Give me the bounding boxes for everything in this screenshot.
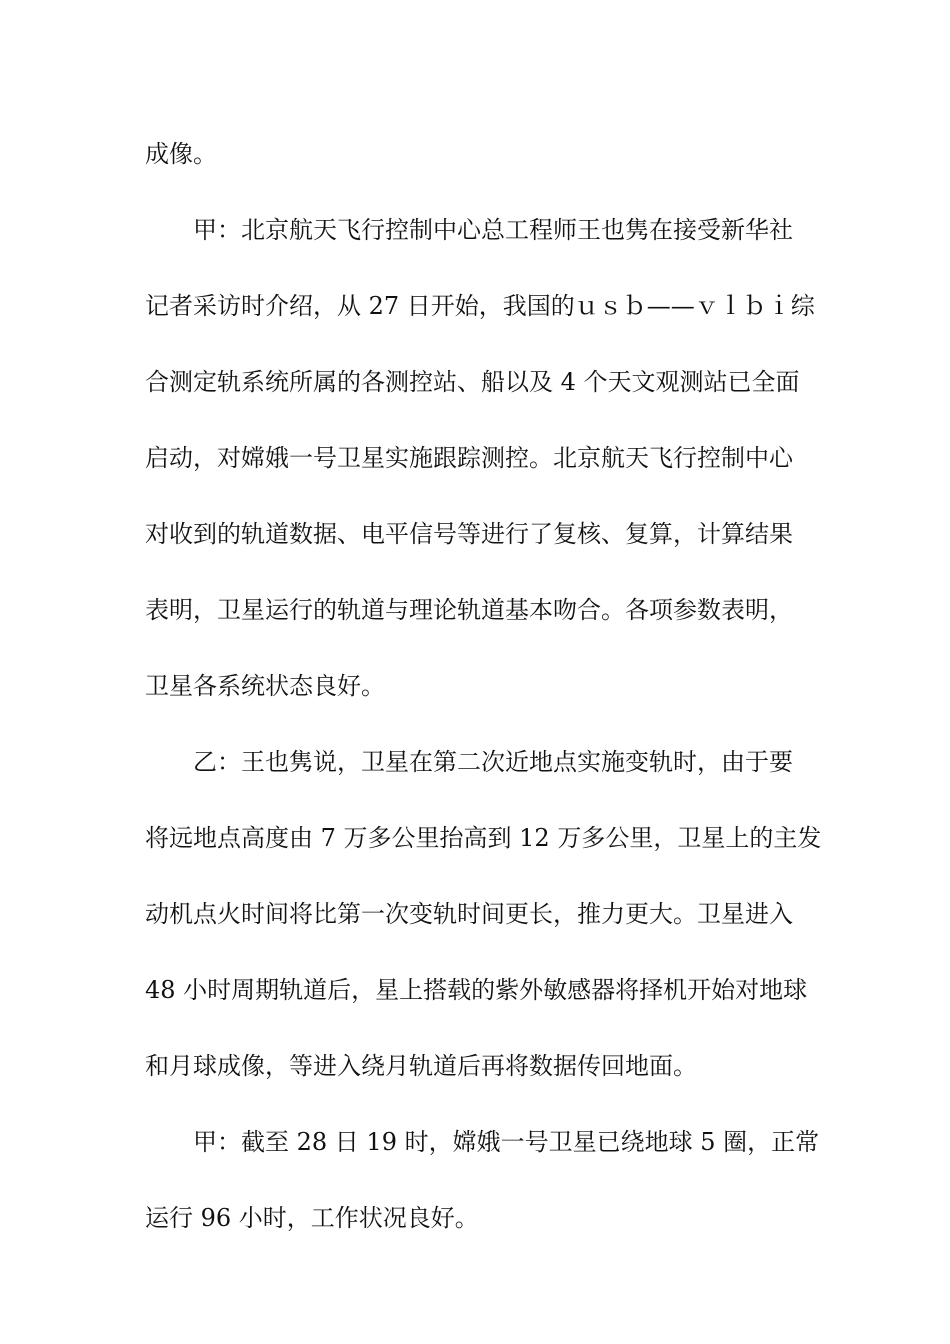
document-body <box>145 128 822 1268</box>
paragraph-first-line: 甲：北京航天飞行控制中心总工程师王也隽在接受新华社 <box>193 216 793 244</box>
text-line: 和月球成像，等进入绕月轨道后再将数据传回地面。 <box>145 1052 697 1080</box>
paragraph-first-line: 甲：截至 28 日 19 时，嫦娥一号卫星已绕地球 5 圈，正常 <box>193 1128 820 1156</box>
text-line: 卫星各系统状态良好。 <box>145 672 385 700</box>
text-line: 合测定轨系统所属的各测控站、船以及 4 个天文观测站已全面 <box>145 368 800 396</box>
text-line: 启动，对嫦娥一号卫星实施跟踪测控。北京航天飞行控制中心 <box>145 444 793 472</box>
text-line: 运行 96 小时，工作状况良好。 <box>145 1204 479 1232</box>
text-line: 记者采访时介绍，从 27 日开始，我国的ｕｓｂ——ｖｌｂｉ综 <box>145 292 815 320</box>
text-line: 表明，卫星运行的轨道与理论轨道基本吻合。各项参数表明， <box>145 596 793 624</box>
paragraph-first-line: 乙：王也隽说，卫星在第二次近地点实施变轨时，由于要 <box>193 748 793 776</box>
text-line: 动机点火时间将比第一次变轨时间更长，推力更大。卫星进入 <box>145 900 793 928</box>
text-line: 将远地点高度由 7 万多公里抬高到 12 万多公里，卫星上的主发 <box>145 824 822 852</box>
text-line: 成像。 <box>145 140 217 168</box>
text-line: 对收到的轨道数据、电平信号等进行了复核、复算，计算结果 <box>145 520 793 548</box>
text-line: 48 小时周期轨道后，星上搭载的紫外敏感器将择机开始对地球 <box>145 976 808 1004</box>
